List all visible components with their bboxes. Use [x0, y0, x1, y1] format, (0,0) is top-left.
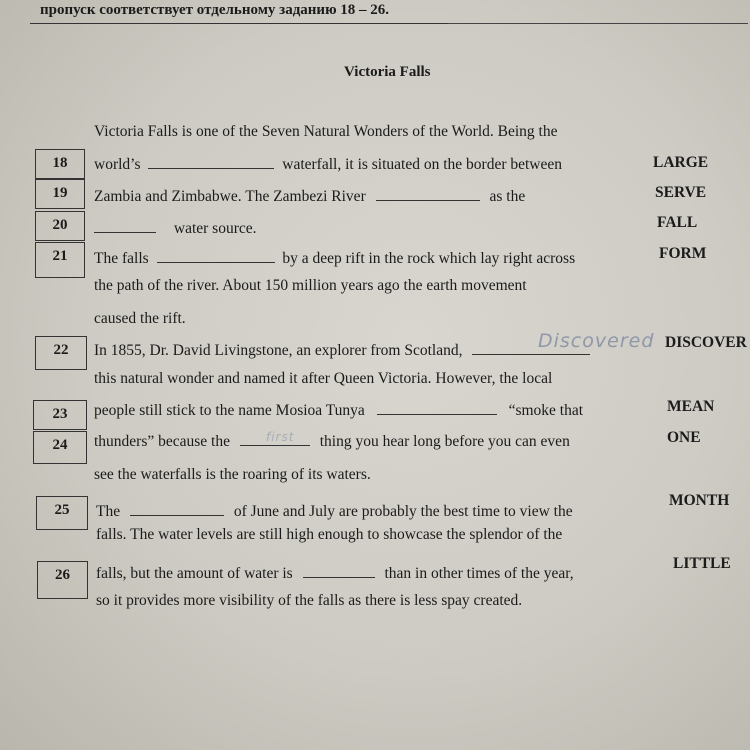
text-line-7: caused the rift.: [94, 310, 186, 327]
answer-blank-20[interactable]: [94, 218, 156, 233]
answer-blank-23[interactable]: [377, 400, 497, 415]
word-mean: MEAN: [667, 398, 715, 415]
text-segment: world’s: [94, 156, 141, 173]
header-divider: [448, 23, 748, 24]
task-number-19: 19: [35, 179, 85, 209]
word-discover: DISCOVER: [665, 334, 747, 351]
text-line-11: [94, 431, 570, 451]
word-serve: SERVE: [655, 184, 707, 201]
text-line-3: [94, 186, 525, 206]
text-line-16: so it provides more visibility of the falls as there is less spay created.: [96, 592, 523, 609]
word-fall: FALL: [657, 214, 698, 231]
text-line-5: [94, 248, 575, 268]
text-segment: as the: [489, 188, 526, 205]
instruction-header: [30, 0, 720, 24]
text-line-4: [94, 218, 257, 238]
text-line-1: Victoria Falls is one of the Seven Natural Wonders of the World. Being the: [94, 123, 558, 140]
handwritten-answer-24: first: [266, 430, 295, 444]
task-number-21: 21: [35, 242, 85, 278]
text-segment: thunders” because the: [94, 433, 230, 450]
instruction-text: пропуск соответствует отдельному заданию 18 – 26.: [40, 2, 390, 18]
answer-blank-19[interactable]: [376, 186, 480, 201]
text-segment: falls, but the amount of water is: [96, 565, 293, 582]
text-line-10: [94, 400, 583, 420]
text-line-8: [94, 340, 590, 360]
text-segment: In 1855, Dr. David Livingstone, an explorer from Scotland,: [94, 342, 463, 359]
text-segment: water source.: [173, 220, 257, 237]
task-number-18: 18: [35, 149, 85, 179]
answer-blank-18[interactable]: [148, 154, 274, 169]
text-segment: by a deep rift in the rock which lay right across: [282, 250, 576, 267]
task-number-24: 24: [33, 431, 87, 464]
answer-blank-26[interactable]: [303, 563, 375, 578]
word-little: LITTLE: [673, 555, 731, 572]
text-segment: The: [96, 503, 121, 520]
word-large: LARGE: [653, 154, 709, 171]
text-line-2: [94, 154, 562, 174]
text-segment: waterfall, it is situated on the border between: [282, 156, 563, 173]
text-segment: than in other times of the year,: [384, 565, 574, 582]
word-form: FORM: [659, 245, 707, 262]
word-one: ONE: [667, 429, 701, 446]
answer-blank-21[interactable]: [157, 248, 275, 263]
text-line-14: falls. The water levels are still high enough to showcase the splendor of the: [96, 526, 563, 543]
word-month: MONTH: [669, 492, 730, 509]
answer-blank-25[interactable]: [130, 501, 224, 516]
task-number-20: 20: [35, 211, 85, 241]
text-line-15: [96, 563, 574, 583]
text-segment: Zambia and Zimbabwe. The Zambezi River: [94, 188, 366, 205]
text-line-13: [96, 501, 573, 521]
text-line-12: see the waterfalls is the roaring of its waters.: [94, 466, 371, 483]
text-line-9: this natural wonder and named it after Queen Victoria. However, the local: [94, 370, 553, 387]
page-title: Victoria Falls: [344, 64, 431, 80]
task-number-26: 26: [37, 561, 88, 599]
text-segment: of June and July are probably the best time to view the: [233, 503, 573, 520]
task-number-22: 22: [35, 336, 87, 370]
handwritten-answer-22: Discovered: [538, 330, 655, 352]
text-segment: thing you hear long before you can even: [319, 433, 570, 450]
task-number-25: 25: [36, 496, 88, 530]
text-segment: “smoke that: [508, 402, 584, 419]
text-segment: people still stick to the name Mosioa Tunya: [94, 402, 365, 419]
text-line-6: the path of the river. About 150 million years ago the earth movement: [94, 277, 527, 294]
text-segment: The falls: [94, 250, 149, 267]
task-number-23: 23: [33, 400, 87, 430]
